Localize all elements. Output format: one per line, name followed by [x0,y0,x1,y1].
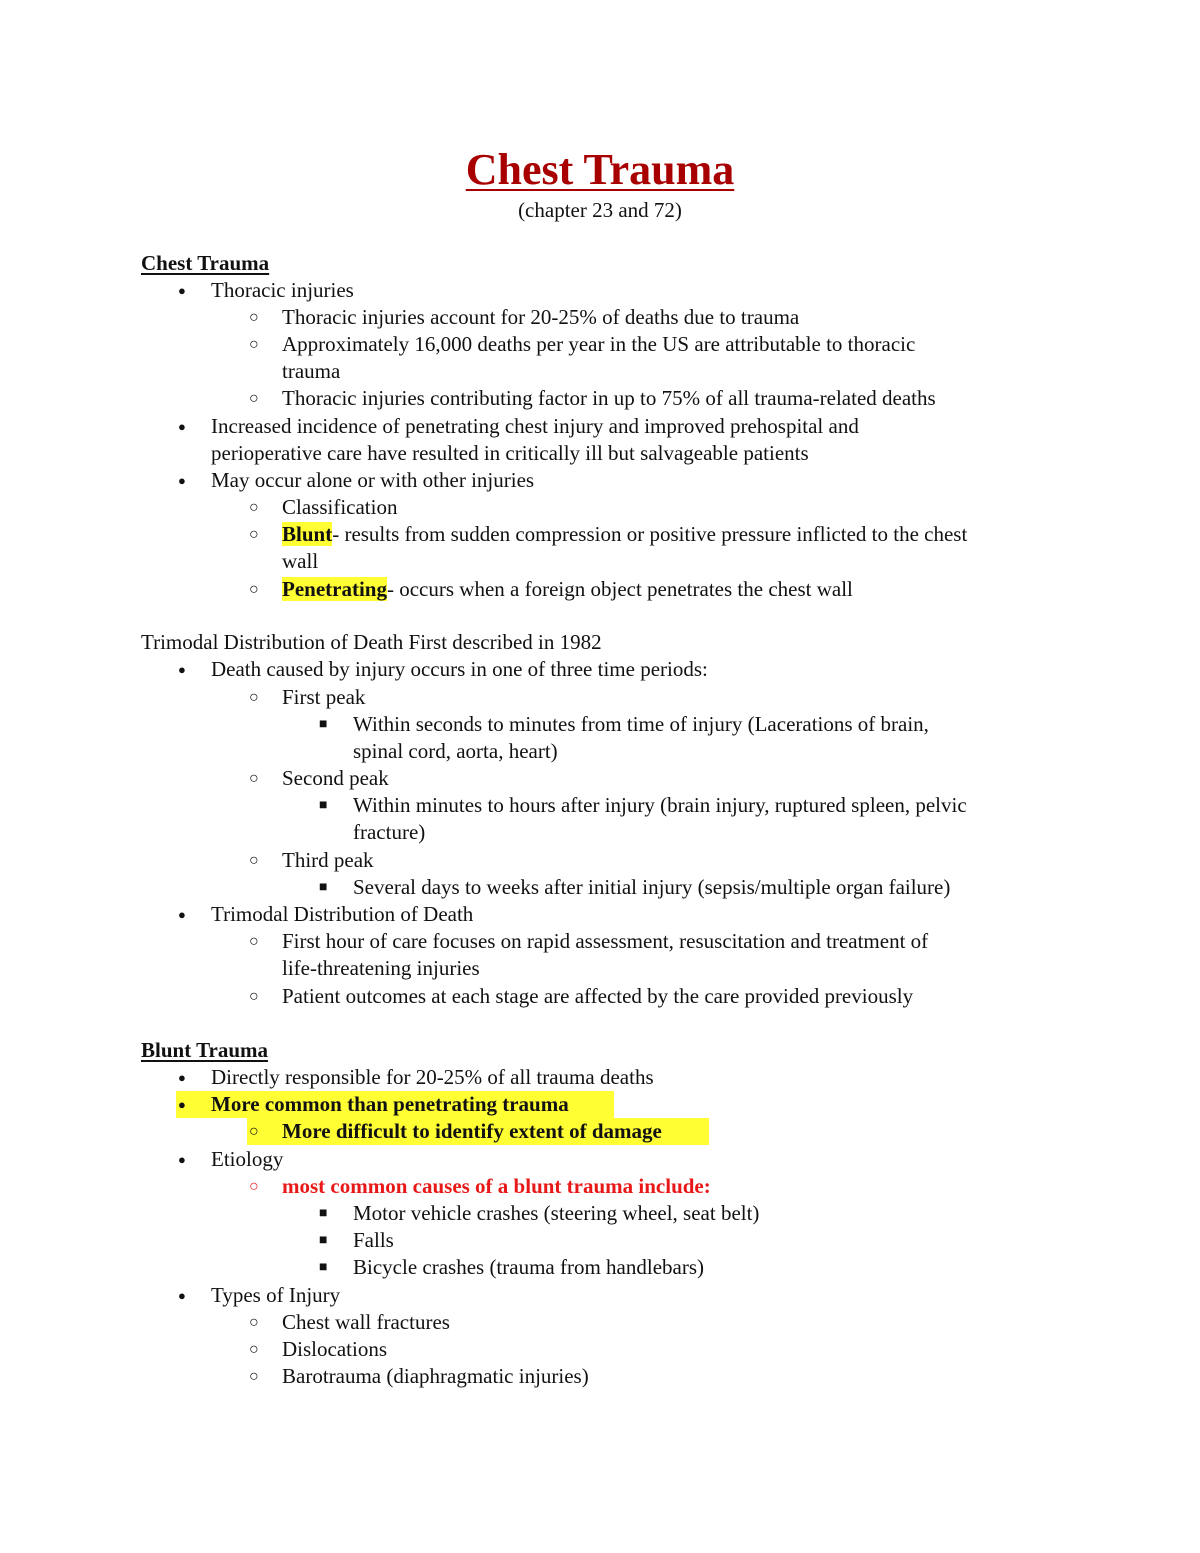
bullet-square-icon: ■ [319,1206,328,1221]
bullet-disc-icon: ● [178,662,186,677]
list-item: Patient outcomes at each stage are affected by the care provided previously [282,984,914,1008]
highlighted-term-penetrating: Penetrating [282,577,387,601]
list-item: Third peak [282,848,374,872]
page-title: Chest Trauma [465,145,735,194]
section-heading-trimodal: Trimodal Distribution of Death First described in 1982 [141,630,602,654]
list-item [282,521,967,548]
bullet-circle-icon: ○ [249,581,259,598]
list-item: May occur alone or with other injuries [211,468,535,492]
bullet-square-icon: ■ [319,717,328,732]
bullet-square-icon: ■ [319,1260,328,1275]
section-heading-blunt-trauma: Blunt Trauma [141,1038,269,1062]
list-item-continuation: perioperative care have resulted in critically ill but salvageable patients [211,441,809,465]
bullet-disc-icon: ● [178,1288,186,1303]
bullet-disc-icon: ● [178,419,186,434]
bullet-disc-icon: ● [178,473,186,488]
bullet-circle-icon: ○ [249,499,259,516]
bullet-disc-icon: ● [178,1152,186,1167]
list-item-continuation: fracture) [353,820,426,844]
list-item: Increased incidence of penetrating chest injury and improved prehospital and [211,414,859,438]
list-item: Dislocations [282,1337,387,1361]
bullet-disc-icon: ● [178,907,186,922]
list-item: Etiology [211,1147,284,1171]
bullet-circle-icon: ○ [249,526,259,543]
term-definition: - occurs when a foreign object penetrates the chest wall [386,577,853,601]
list-item: Approximately 16,000 deaths per year in the US are attributable to thoracic [282,332,916,356]
bullet-circle-icon: ○ [249,933,259,950]
list-item: Classification [282,495,398,519]
list-item: Falls [353,1228,394,1252]
list-item: Motor vehicle crashes (steering wheel, seat belt) [353,1201,760,1225]
bullet-square-icon: ■ [319,798,328,813]
bullet-circle-icon: ○ [249,1368,259,1385]
bullet-circle-icon: ○ [249,852,259,869]
list-item: Directly responsible for 20-25% of all trauma deaths [211,1065,654,1089]
bullet-disc-icon: ● [178,283,186,298]
list-item: First hour of care focuses on rapid assessment, resuscitation and treatment of [282,929,929,953]
list-item: First peak [282,685,366,709]
list-item-highlighted: More difficult to identify extent of damage [282,1119,662,1143]
bullet-circle-icon: ○ [249,1123,259,1140]
highlighted-term-blunt: Blunt [282,522,333,546]
list-item-emphasis: most common causes of a blunt trauma include: [282,1174,711,1198]
list-item: Second peak [282,766,389,790]
list-item [282,576,853,603]
bullet-square-icon: ■ [319,880,328,895]
list-item: Thoracic injuries account for 20-25% of deaths due to trauma [282,305,800,329]
bullet-square-icon: ■ [319,1233,328,1248]
bullet-circle-icon: ○ [249,1341,259,1358]
list-item: Types of Injury [211,1283,341,1307]
list-item: Within seconds to minutes from time of injury (Lacerations of brain, [353,712,929,736]
list-item: Trimodal Distribution of Death [211,902,474,926]
bullet-circle-icon: ○ [249,1314,259,1331]
list-item: Barotrauma (diaphragmatic injuries) [282,1364,589,1388]
bullet-circle-icon: ○ [249,1178,259,1195]
list-item-continuation: wall [282,549,319,573]
bullet-disc-icon: ● [178,1097,186,1112]
list-item: Several days to weeks after initial injury (sepsis/multiple organ failure) [353,875,951,899]
list-item-continuation: life-threatening injuries [282,956,480,980]
list-item-continuation: trauma [282,359,341,383]
list-item-continuation: spinal cord, aorta, heart) [353,739,558,763]
section-heading-chest-trauma: Chest Trauma [141,251,270,275]
bullet-circle-icon: ○ [249,689,259,706]
list-item: Bicycle crashes (trauma from handlebars) [353,1255,705,1279]
list-item-highlighted: More common than penetrating trauma [211,1092,569,1116]
list-item: Death caused by injury occurs in one of three time periods: [211,657,708,681]
list-item: Within minutes to hours after injury (brain injury, ruptured spleen, pelvic [353,793,967,817]
bullet-circle-icon: ○ [249,988,259,1005]
list-item: Thoracic injuries [211,278,354,302]
term-definition: - results from sudden compression or positive pressure inflicted to the chest [332,522,968,546]
bullet-circle-icon: ○ [249,390,259,407]
bullet-circle-icon: ○ [249,770,259,787]
bullet-circle-icon: ○ [249,309,259,326]
bullet-disc-icon: ● [178,1070,186,1085]
list-item: Thoracic injuries contributing factor in up to 75% of all trauma-related deaths [282,386,936,410]
page-subtitle: (chapter 23 and 72) [518,198,682,222]
list-item: Chest wall fractures [282,1310,450,1334]
bullet-circle-icon: ○ [249,336,259,353]
